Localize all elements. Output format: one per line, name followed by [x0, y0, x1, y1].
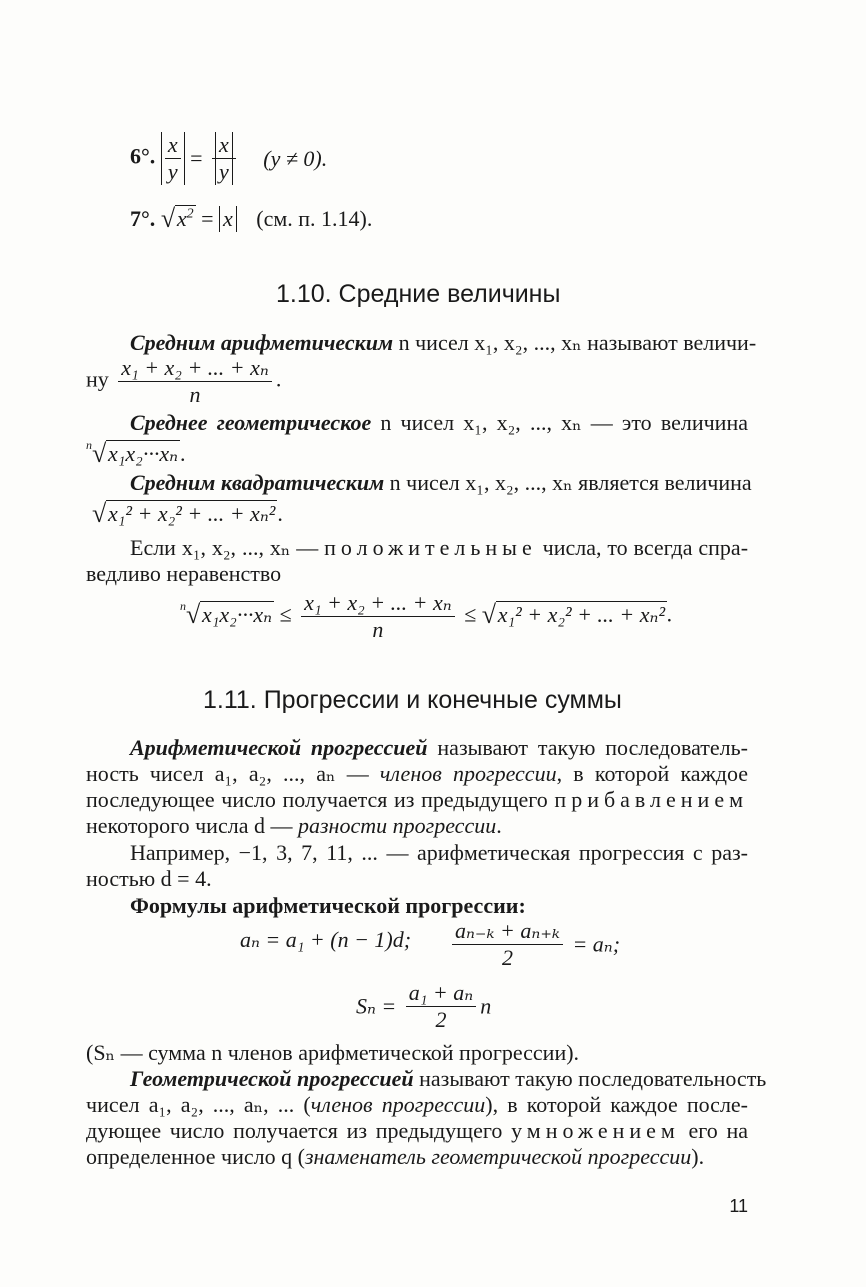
section-title-1-10: 1.10. Средние величины: [276, 280, 561, 308]
ap-line-1: Арифметической прогрессией называют такую последователь-: [130, 735, 748, 760]
item-7-note: (см. п. 1.14).: [256, 206, 373, 231]
means-inequality: n √ x₁x₂···xₙ ≤ $\frac{\text{x₁ + x₂ + ... + xₙ}}{n}$ ≤ √ x₁² + x₂² + ... + xₙ².: [180, 590, 673, 642]
ap-line-4: некоторого числа d — разности прогрессии.: [86, 813, 502, 838]
section-title-1-11: 1.11. Прогрессии и конечные суммы: [203, 686, 622, 714]
gp-line-2: чисел a₁, a₂, ..., aₙ, ... (членов прогрессии), в которой каждое после-: [86, 1092, 749, 1117]
term-quadratic-mean: Средним квадратическим: [130, 470, 385, 495]
arith-line-2: ну $\frac{\text{x₁ + x₂ + ... + xₙ}}{n}$ .: [86, 355, 282, 407]
item-6-condition: (y ≠ 0).: [263, 145, 328, 171]
ap-line-2: ность чисел a₁, a₂, ..., aₙ — членов прогрессии, в которой каждое: [86, 761, 748, 786]
geom-line-1: Среднее геометрическое n чисел x₁, x₂, ..., xₙ — это величина: [130, 410, 748, 435]
fraction-abs-right: $\frac{x}{y}$: [212, 132, 236, 185]
arith-mean-fraction: $\frac{\text{x₁ + x₂ + ... + xₙ}}{n}$: [118, 355, 272, 408]
example-line-1: Например, −1, 3, 7, 11, ... — арифметическая прогрессия с раз-: [130, 840, 748, 865]
gp-line-3: дующее число получается из предыдущего умножением его на: [86, 1118, 749, 1143]
abs-fraction-left: $\frac{x}{y}$: [161, 132, 185, 185]
example-line-2: ностью d = 4.: [86, 866, 212, 891]
term-arithmetic-progression: Арифметической прогрессией: [130, 735, 428, 760]
item-6: 6°. $\frac{x}{y}$ = $\frac{x}{y}$ (y ≠ 0).: [130, 132, 328, 184]
ap-formula-2: $\frac{\text{aₙ₋ₖ + aₙ₊ₖ}}{2}$ = aₙ;: [448, 918, 620, 971]
ap-formula-1: aₙ = a₁ + (n − 1)d;: [240, 926, 412, 952]
item-7: 7°. √ $x^2 = x$ (см. п. 1.14).: [130, 204, 373, 233]
page-number: 11: [729, 1196, 748, 1216]
arith-line-1: Средним арифметическим n чисел x₁, x₂, ..., xₙ называют величи-: [130, 330, 757, 355]
gp-line-1: Геометрической прогрессией называют такую последовательность: [130, 1066, 767, 1091]
ap-line-3: последующее число получается из предыдущего прибавлением: [86, 787, 749, 812]
quad-expr: √ x₁² + x₂² + ... + xₙ².: [92, 499, 283, 528]
geom-expr: n √ x₁x₂···xₙ.: [86, 438, 186, 468]
sqrt-x-squared: √ $x^2$: [160, 204, 194, 233]
formulas-heading: Формулы арифметической прогрессии:: [130, 893, 526, 918]
sum-note: (Sₙ — сумма n членов арифметической прогрессии).: [86, 1040, 580, 1065]
quad-line-1: Средним квадратическим n чисел x₁, x₂, ..., xₙ является величина: [130, 470, 752, 495]
gp-line-4: определенное число q (знаменатель геометрической прогрессии).: [86, 1144, 705, 1169]
item-7-label: 7°.: [130, 206, 156, 231]
term-geometric-mean: Среднее геометрическое: [130, 410, 372, 435]
ineq-line-1: Если x₁, x₂, ..., xₙ — положительные числа, то всегда спра-: [130, 535, 749, 560]
term-arithmetic-mean: Средним арифметическим: [130, 330, 394, 355]
ineq-line-2: ведливо неравенство: [86, 561, 282, 586]
ap-sum-formula: Sₙ = $\frac{\text{a₁ + aₙ}}{2}$ n: [356, 980, 492, 1032]
item-6-label: 6°.: [130, 143, 156, 169]
term-geometric-progression: Геометрической прогрессией: [130, 1066, 414, 1091]
